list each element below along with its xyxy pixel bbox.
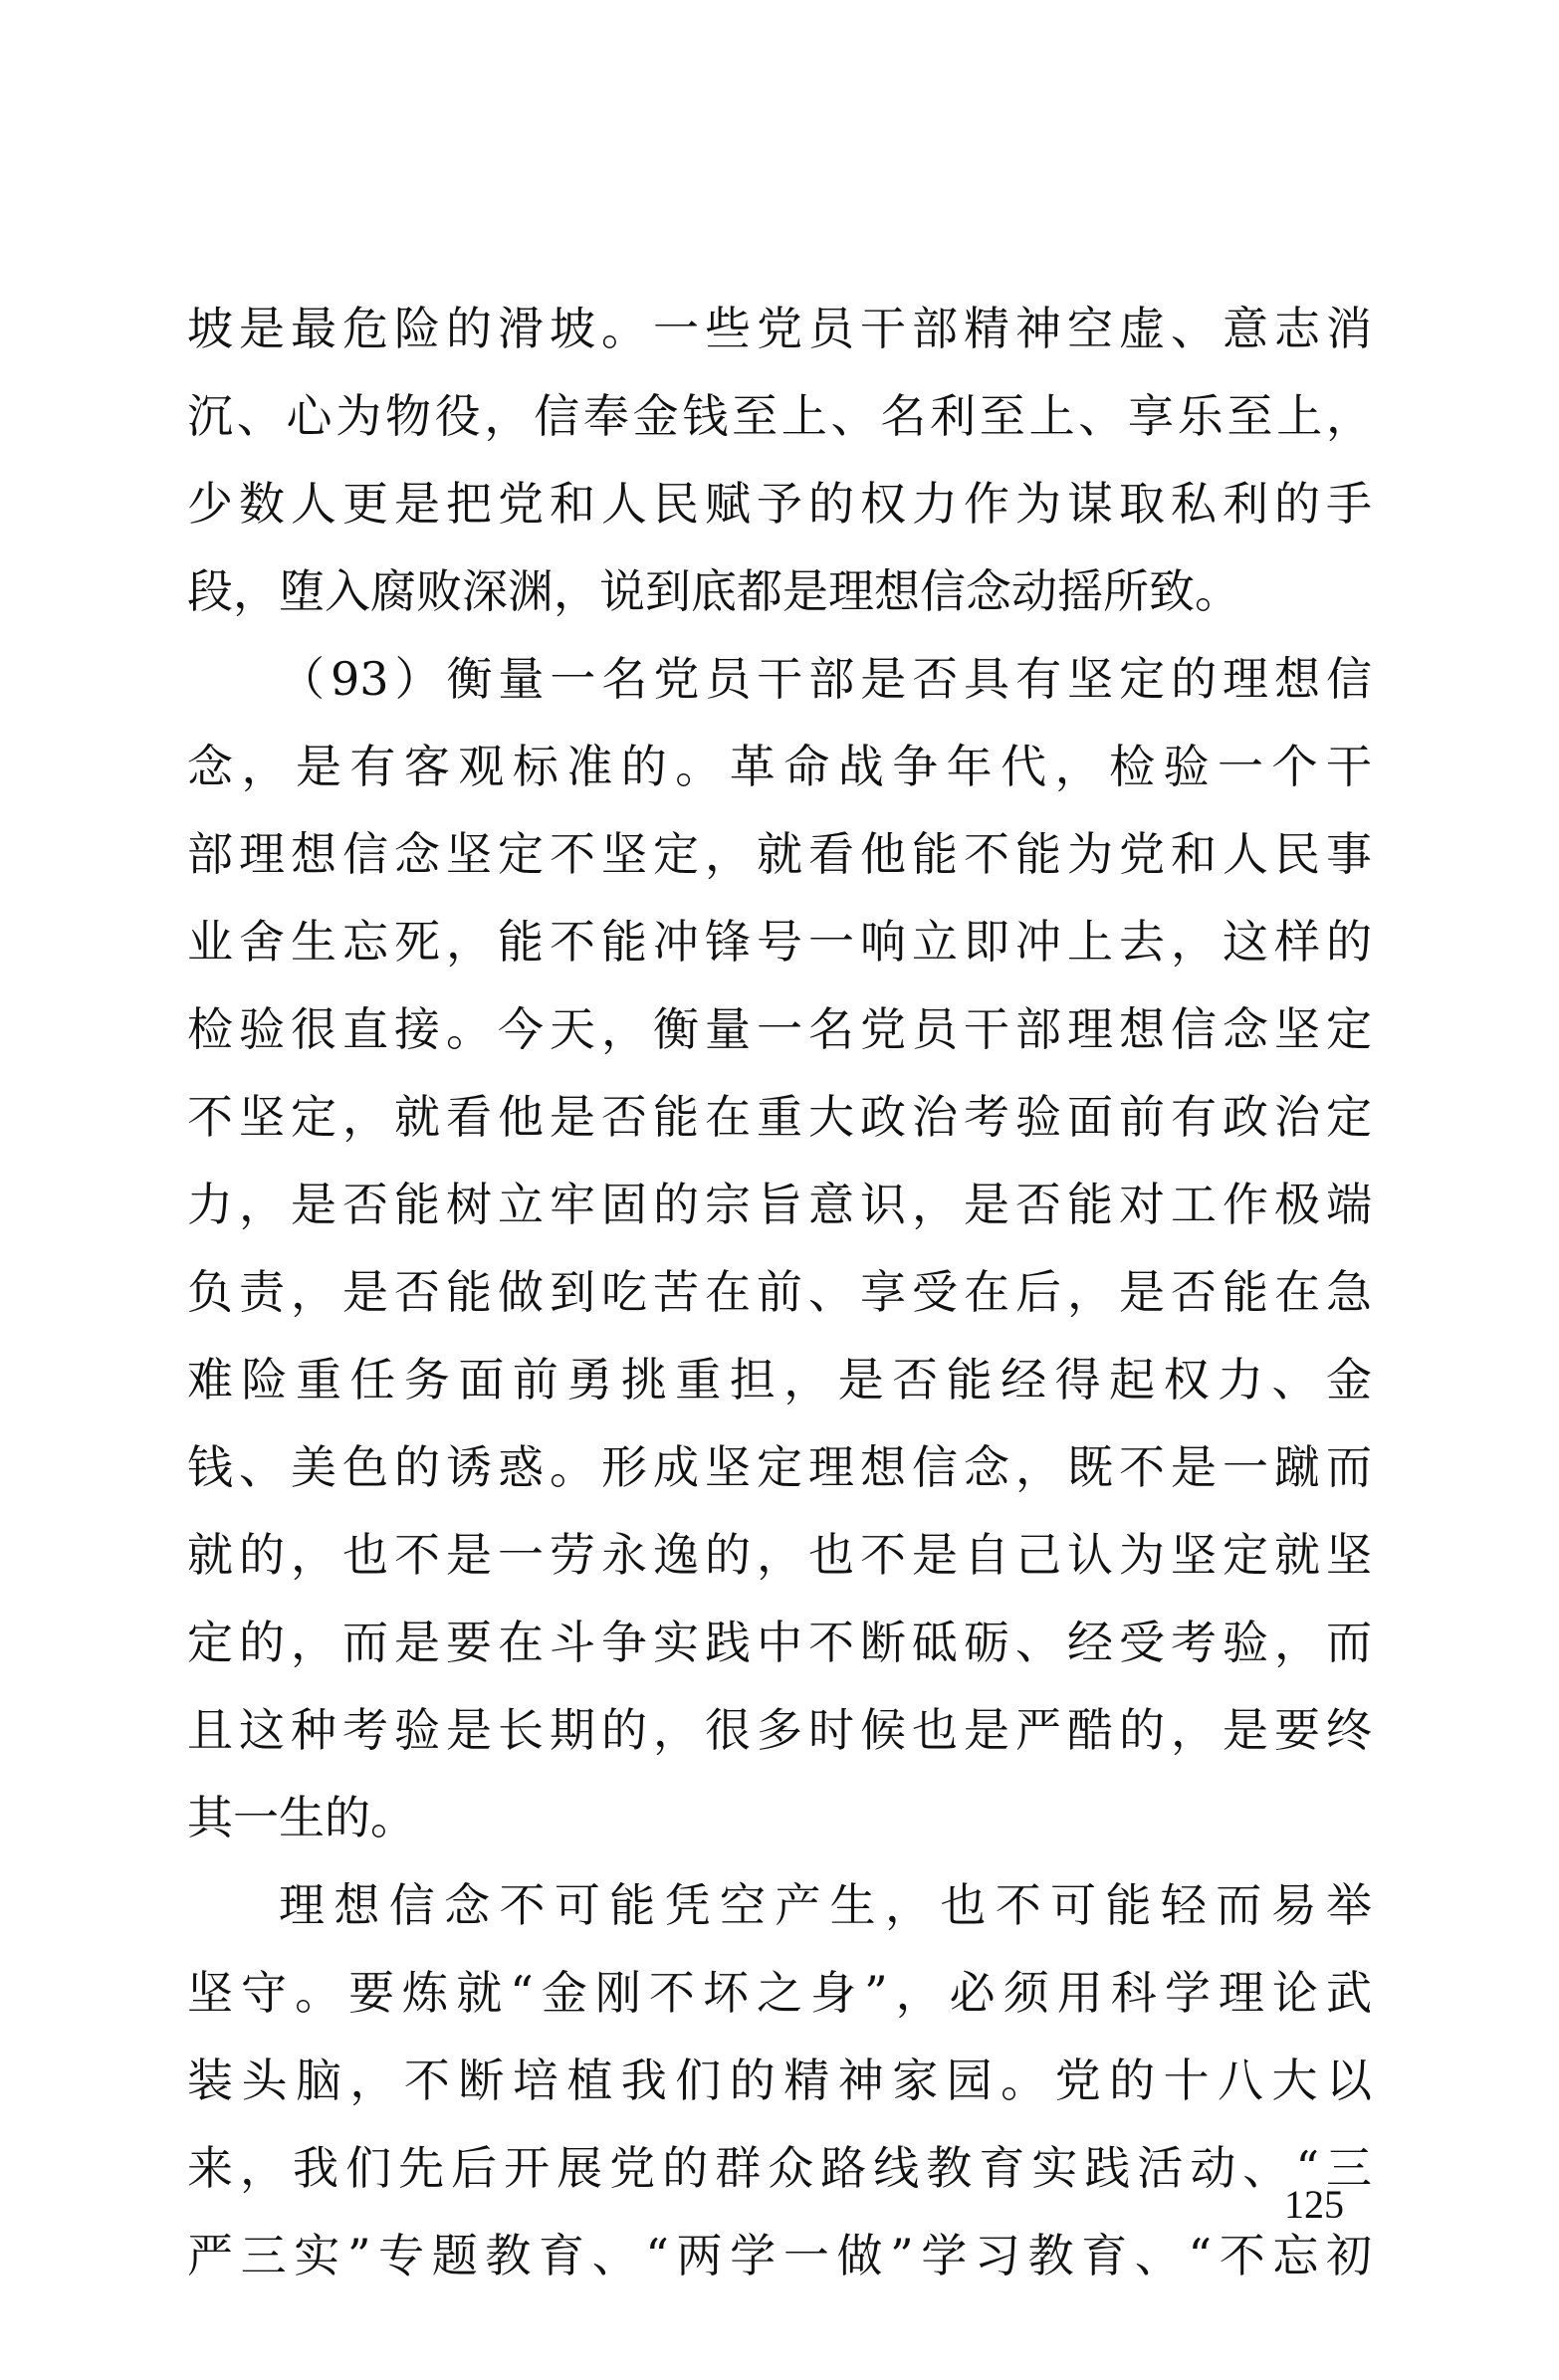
paragraph-start-line: 理想信念不可能凭空产生，也不可能轻而易举 (279, 1878, 1372, 1932)
text-line: 装头脑，不断培植我们的精神家园。党的十八大以 (187, 2054, 1372, 2107)
page-number: 125 (1284, 2182, 1344, 2227)
body-text (187, 285, 1372, 2299)
text-line: 来，我们先后开展党的群众路线教育实践活动、“三 (187, 2141, 1372, 2195)
text-line: 严三实”专题教育、“两学一做”学习教育、“不忘初 (187, 2229, 1372, 2282)
text-line: 力，是否能树立牢固的宗旨意识，是否能对工作极端 (187, 1178, 1372, 1231)
text-line: 坡是最危险的滑坡。一些党员干部精神空虚、意志消 (187, 302, 1372, 355)
text-line: 不坚定，就看他是否能在重大政治考验面前有政治定 (187, 1090, 1372, 1144)
text-line: 念，是有客观标准的。革命战争年代，检验一个干 (187, 740, 1372, 793)
text-line: 就的，也不是一劳永逸的，也不是自己认为坚定就坚 (187, 1528, 1372, 1582)
text-line: 业舍生忘死，能不能冲锋号一响立即冲上去，这样的 (187, 915, 1372, 969)
text-line: 坚守。要炼就“金刚不坏之身”，必须用科学理论武 (187, 1966, 1372, 2020)
text-line: 定的，而是要在斗争实践中不断砥砺、经受考验，而 (187, 1616, 1372, 1669)
paragraph-start-line: （93）衡量一名党员干部是否具有坚定的理想信 (279, 652, 1372, 706)
text-line: 段，堕入腐败深渊，说到底都是理想信念动摇所致。 (187, 564, 1240, 618)
text-line: 部理想信念坚定不坚定，就看他能不能为党和人民事 (187, 827, 1372, 881)
text-line: 难险重任务面前勇挑重担，是否能经得起权力、金 (187, 1353, 1372, 1406)
text-line: 检验很直接。今天，衡量一名党员干部理想信念坚定 (187, 1002, 1372, 1056)
text-line: 钱、美色的诱惑。形成坚定理想信念，既不是一蹴而 (187, 1440, 1372, 1494)
text-line: 沉、心为物役，信奉金钱至上、名利至上、享乐至上， (187, 389, 1372, 443)
text-line: 负责，是否能做到吃苦在前、享受在后，是否能在急 (187, 1265, 1372, 1319)
text-line: 少数人更是把党和人民赋予的权力作为谋取私利的手 (187, 477, 1372, 531)
text-line: 且这种考验是长期的，很多时候也是严酷的，是要终 (187, 1703, 1372, 1757)
text-line: 其一生的。 (187, 1791, 416, 1844)
